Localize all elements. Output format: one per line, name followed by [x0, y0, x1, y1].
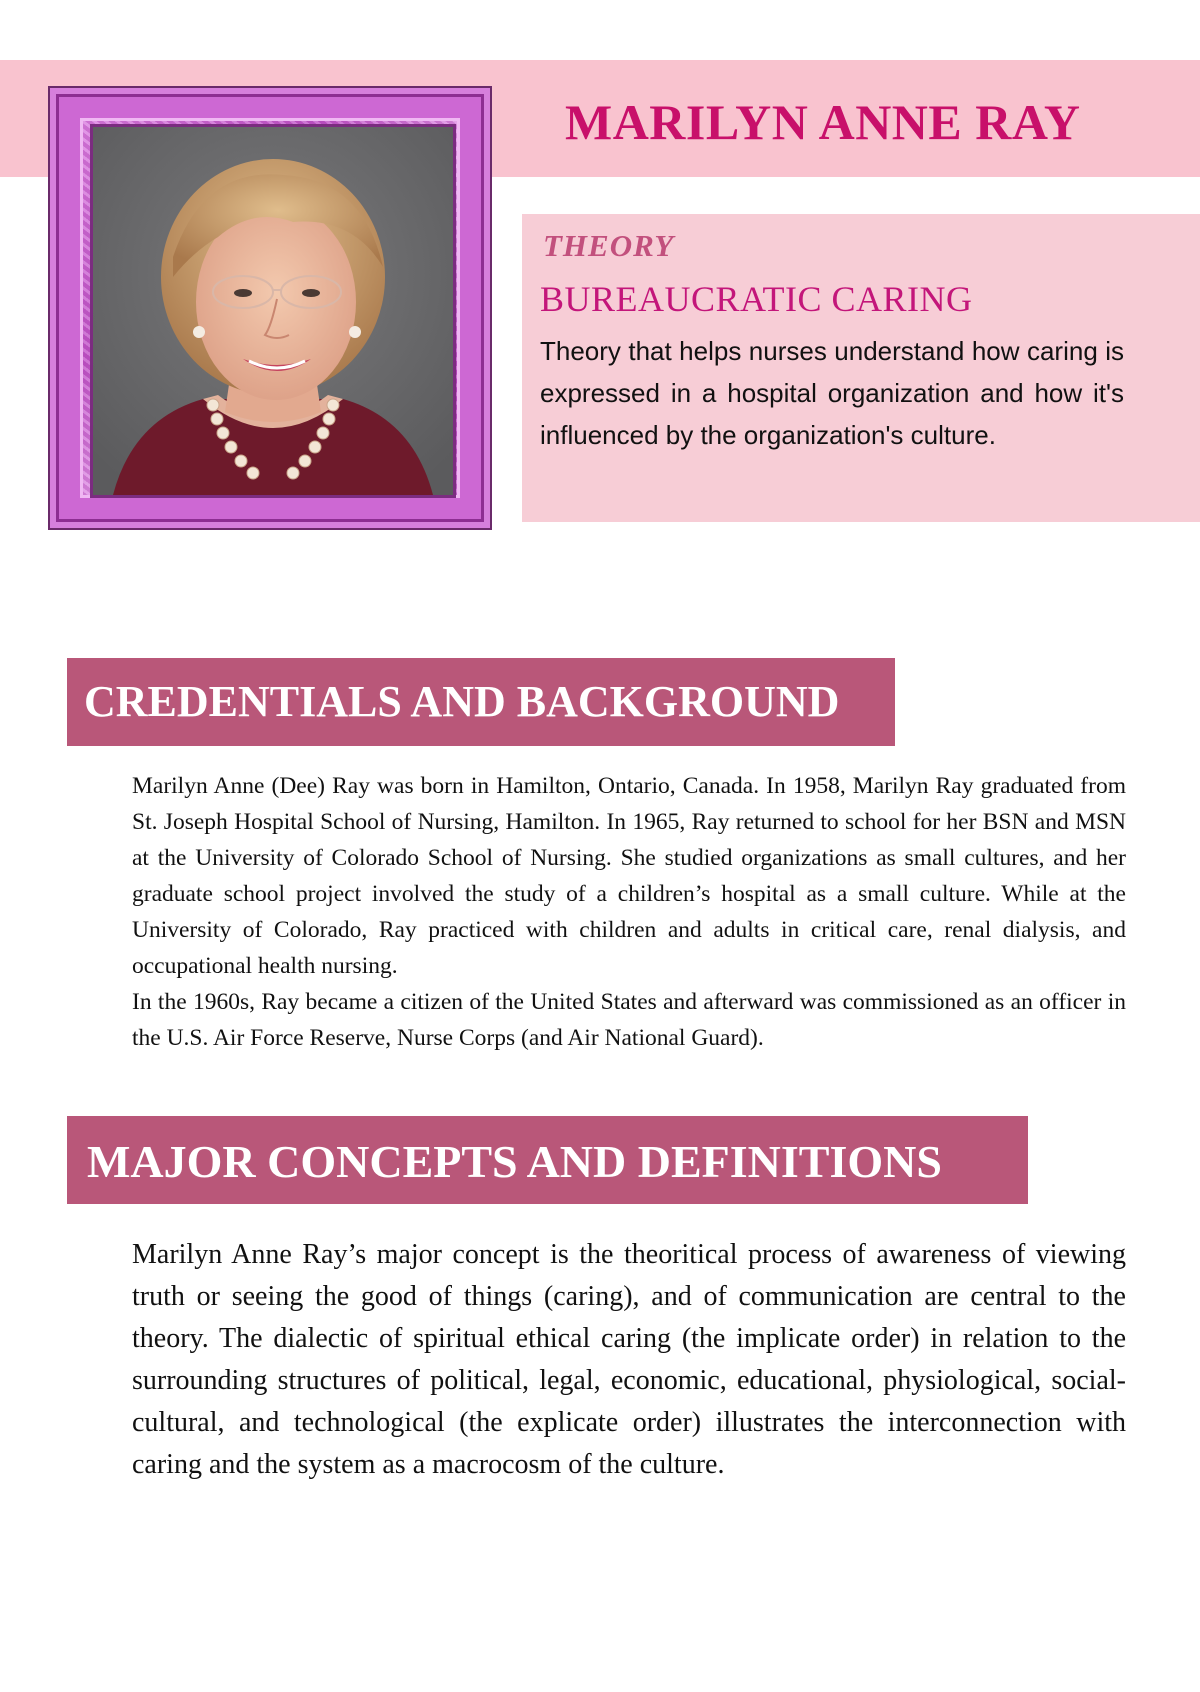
portrait-illustration [93, 127, 453, 495]
credentials-heading: CREDENTIALS AND BACKGROUND [67, 658, 895, 746]
concepts-heading: MAJOR CONCEPTS AND DEFINITIONS [67, 1116, 1028, 1204]
credentials-paragraph-1: Marilyn Anne (Dee) Ray was born in Hamilton, Ontario, Canada. In 1958, Marilyn Ray graduated from St. Joseph Hospital School of Nursing, Hamilton. In 1965, Ray returned to school for her BSN and MSN at the University of Colorado School of Nursing. She studied organizations as small cultures, and her graduate school project involved the study of a children’s hospital as a small culture. While at the University of Colorado, Ray practiced with children and adults in critical care, renal dialysis, and occupational health nursing. [132, 773, 1126, 979]
concepts-paragraph: Marilyn Anne Ray’s major concept is the theoritical process of awareness of viewing truth or seeing the good of things (caring), and of communication are central to the theory. The dialectic of spiritual ethical caring (the implicate order) in relation to the surrounding structures of political, legal, economic, educational, physiological, social-cultural, and technological (the explicate order) illustrates the interconnection with caring and the system as a macrocosm of the culture. [132, 1239, 1126, 1480]
credentials-paragraph-2: In the 1960s, Ray became a citizen of the United States and afterward was commissioned as an officer in the U.S. Air Force Reserve, Nurse Corps (and Air National Guard). [132, 989, 1126, 1051]
theory-name: BUREAUCRATIC CARING [540, 279, 973, 319]
portrait-photo [90, 124, 456, 498]
theory-label: THEORY [543, 228, 675, 263]
credentials-body [132, 768, 1126, 1056]
theory-description: Theory that helps nurses understand how caring is expressed in a hospital organization and how it's influenced by the organization's culture. [540, 336, 1124, 450]
portrait-frame [48, 86, 492, 530]
person-name: MARILYN ANNE RAY [565, 94, 1081, 150]
